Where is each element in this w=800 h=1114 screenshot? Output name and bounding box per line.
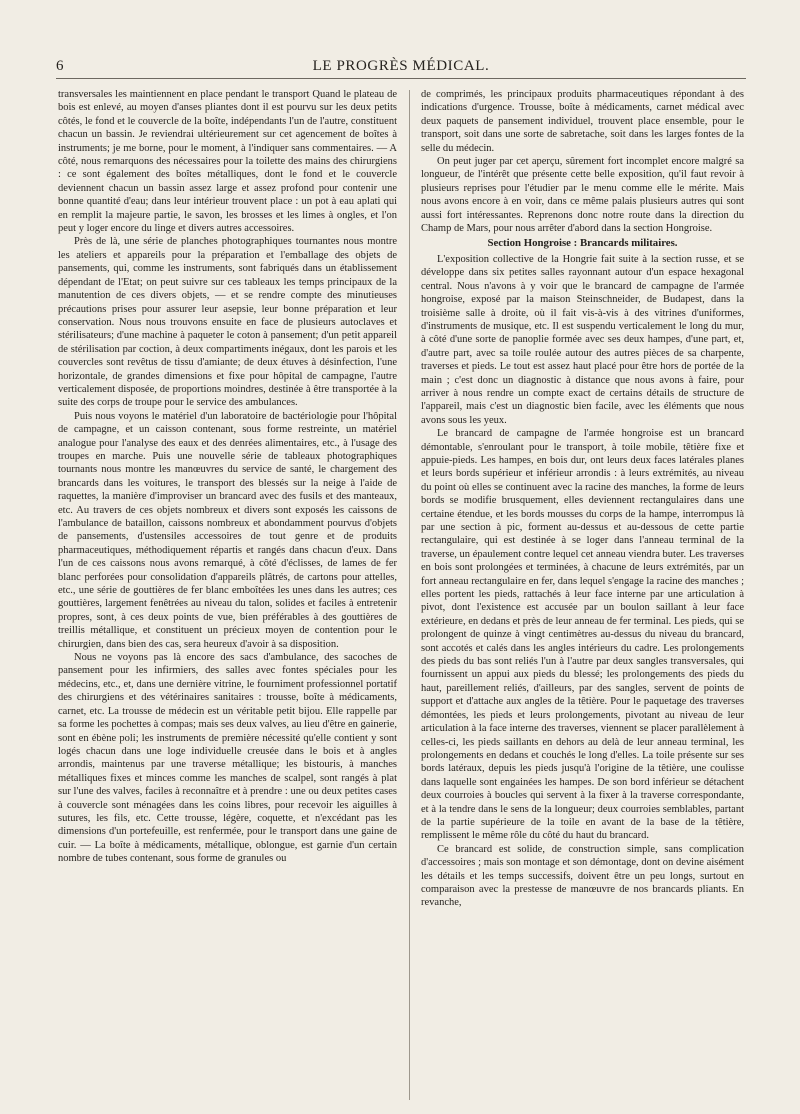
section-heading: Section Hongroise : Brancards militaires. — [487, 237, 678, 250]
page-header — [56, 56, 746, 79]
column-divider — [409, 90, 410, 1100]
paragraph: Le brancard de campagne de l'armée hongroise est un brancard démontable, s'enroulant pour le transport, à toile mobile, têtière fixe et appuie-pieds. Les hampes, en bois dur, ont leurs deux faces latérales planes et leurs bords supérieur et inférieur arrondis : à leurs extrémités, au niveau du point où elles se continuent avec la racine des manches, la forme de leurs bords se modifie brusquement, elles deviennent rectangulaires dans une certaine étendue, et les bords mousses du corps de la hampe, interrompus là par une section à pic, forment au-dessus et au-dessous de cette partie rectangulaire, qui est destinée à se loger dans l'anneau terminal de la traverse, un épaulement contre lequel cet anneau viendra buter. Les traverses en bois sont prolongées et terminées, à chacune de leurs extrémités, par un fort anneau rectangulaire en fer, dans lequel s'engage la racine des manches ; elles portent les pieds, rattachés à leur face interne par une articulation à pivot, dont l'existence est accusée par un boulon saillant à leur face extérieure, en dedans et près de leur anneau de fer terminal. Les pieds, qui se prolongent de quinze à vingt centimètres au-dessus du niveau du brancard, sont accotés et calés dans les angles intérieurs du cadre. Les prolongements des pieds du bas sont reliés l'un à l'autre par deux sangles transversales, qui fournissent un appui aux pieds du blessé; les prolongements des pieds du haut, pareillement reliés, d'ailleurs, par des sangles, servent de points de support et d'attache aux angles de la têtière. Pour le paquetage des traverses démontées, les pieds et leurs prolongements, pivotant au niveau de leur articulation à la face interne des traverses, viennent se placer parallèlement à celles-ci, les pieds saillants en dehors au delà de leur anneau terminal, les prolongements en dedans et couchés le long d'elles. La toile présente sur ses bords latéraux, depuis les pieds jusqu'à l'origine de la têtière, une coulisse dans laquelle sont engainées les hampes. De son bord inférieur se détachent deux courroies à boucles qui servent à la fixer à la traverse correspondante, et à la tendre dans le sens de la longueur; deux courroies semblables, partant de la partie supérieure de la toile en avant de la base de la têtière, remplissent le même rôle du côté du haut du brancard. — [421, 428, 744, 842]
paragraph: Nous ne voyons pas là encore des sacs d'ambulance, des sacoches de pansement pour les infirmiers, des salles avec fontes spéciales pour les médecins, etc., et, dans une dernière vitrine, le fourniment professionnel portatif des chirurgiens et des vétérinaires sanitaires : trousse, boîte à médicaments, carnet, etc. La trousse de médecin est un véritable petit bijou. Elle rappelle par sa forme les pochettes à compas; mais ses deux valves, au lieu d'être en gainerie, sont en ébène poli; les instruments de première nécessité qu'elle contient y sont logés chacun dans une loge individuelle creusée dans le bois et à angles arrondis, maintenus par une traverse métallique; les bistouris, à manches métalliques fixes et minces comme les manches de scalpel, sont rangés à plat sur l'une des valves, faciles à reconnaître et à prendre : une ou deux petites cases à couvercle sont ménagées dans les coins libres, pour recevoir les aiguilles à sutures, les fils, etc. Cette trousse, légère, coquette, et n'excédant pas les dimensions d'un portefeuille, est renfermée, pour le transport dans une gaine de cuir. — La boîte à médicaments, métallique, oblongue, est garnie d'un certain nombre de tubes contenant, sous forme de granules ou — [58, 652, 397, 865]
left-column — [58, 88, 397, 1098]
paragraph: Puis nous voyons le matériel d'un laboratoire de bactériologie pour l'hôpital de campagne, et un caisson contenant, sous forme restreinte, un matériel analogue pour l'analyse des eaux et des denrées alimentaires, etc., à l'usage des troupes en marche. Puis une nouvelle série de tableaux photographiques tournants nous montre les manœuvres du service de santé, le chargement des brancards dans les voitures, le transport des blessés sur la neige à l'aide de raquettes, la manière d'improviser un brancard avec des fusils et des manteaux, etc. Au travers de ces objets nombreux et divers sont exposés les caissons de l'ambulance de bataillon, caissons nombreux et abondamment pourvus d'objets de pansements, d'ustensiles accessoires de tout genre et de produits pharmaceutiques, méthodiquement répartis et rangés dans chacun d'eux. Dans l'un de ces caissons nous avons remarqué, à côté d'éclisses, de lames de fer blanc perforées pour consolidation d'appareils plâtrés, de cartons pour attelles, etc., une série de gouttières de fer blanc emboîtées les unes dans les autres; ces gouttières, largement fenêtrées au niveau du talon, solides et faciles à entretenir propres, sont, à ces deux points de vue, bien préférables à des gouttières de treillis métallique, et constituent un précieux moyen de contention pour le chirurgien, dans bien des cas, sera heureux d'avoir à sa disposition. — [58, 410, 397, 650]
right-column — [421, 88, 744, 1098]
paragraph: Ce brancard est solide, de construction simple, sans complication d'accessoires ; mais son montage et son démontage, dont on devine aisément les détails et les temps successifs, doivent être un peu longs, surtout en comparaison avec la prestesse de manœuvre de nos brancards pliants. En revanche, — [421, 843, 744, 909]
paragraph: transversales les maintiennent en place pendant le transport Quand le plateau de bois est enlevé, au moyen d'anses pliantes dont il est pourvu sur les deux petits côtés, le fond et le couvercle de la boîte, indépendants l'un de l'autre, constituent chacun un bassin. Je reviendrai ultérieurement sur cet agencement de boîtes à instruments; je me borne, pour le moment, à l'indiquer sans commentaires. — A côté, nous remarquons des nécessaires pour la toilette des mains des chirurgiens : ce sont également des boîtes métalliques, dont le fond et le couvercle deviennent chacun un bassin assez large et assez profond pour contenir une bonne quantité d'eau; dans leur intérieur trouvent place : un pot à eau aplati qui en remplit la majeure partie, le savon, les brosses et les limes à ongles, et l'on peut y loger encore du linge et divers autres accessoires. — [58, 89, 397, 235]
paragraph: de comprimés, les principaux produits pharmaceutiques répondant à des indications d'urgence. Trousse, boîte à médicaments, carnet médical avec deux paquets de pansement individuel, trouvent place ensemble, pour le transport, soit dans une sorte de sabretache, soit dans les larges fontes de la selle du médecin. — [421, 89, 744, 154]
paragraph: On peut juger par cet aperçu, sûrement fort incomplet encore malgré sa longueur, de l'intérêt que présente cette belle exposition, qu'il faut revoir à plusieurs reprises pour l'étudier par le menu comme elle le mérite. Mais nous avons encore à en voir, dans ce même palais plusieurs autres qui sont aussi fort intéressantes. Reprenons donc notre route dans la direction du Champ de Mars, pour nous arrêter d'abord dans la section Hongroise. — [421, 156, 744, 235]
paragraph: L'exposition collective de la Hongrie fait suite à la section russe, et se développe dans six petites salles rayonnant autour d'un espace hexagonal central. Nous n'avons à y voir que le brancard de campagne de l'armée hongroise, exposé par la maison Steinschneider, de Budapest, dans la troisième salle à droite, où il fait vis-à-vis à des vitrines d'uniformes, d'instruments de musique, etc. Il est suspendu verticalement le long du mur, à côté d'une sorte de panoplie formée avec ses deux hampes, d'une part, et, d'autre part, avec sa toile roulée autour des autres pièces de sa charpente, traverses et pieds. Le tout est assez haut placé pour être hors de portée de la main ; c'est donc un diagnostic à distance que nous avons à faire, pour arriver à nous rendre un compte exact de certains détails de structure de l'appareil, mais c'est un diagnostic bien facile, avec les éléments que nous avons sous les yeux. — [421, 253, 744, 426]
paragraph: Près de là, une série de planches photographiques tournantes nous montre les ateliers et appareils pour la préparation et l'emballage des objets de pansements, qui, comme les instruments, sont fabriqués dans un établissement dépendant de l'Etat; on peut suivre sur ces tableaux les temps principaux de la manutention de ces divers objets, — et se rendre compte des minutieuses précautions prises pour assurer leur asepsie, leur bonne préparation et leur conservation. Nous nous trouvons ensuite en face de plusieurs autoclaves et stérilisateurs; d'une machine à paqueter le coton à pansement; d'un petit appareil de stérilisation par coction, à deux compartiments inégaux, dont les parois et les couvercles sont revêtus de tissu d'amiante; de deux étuves à désinfection, l'une horizontale, de grandes dimensions et fixe pour hôpital de campagne, l'autre verticalement disposée, de proportions moindres, destinée à être transportée à la suite des corps de troupe pour le service des ambulances. — [58, 236, 397, 409]
page-number: 6 — [56, 58, 64, 74]
running-title: LE PROGRÈS MÉDICAL. — [312, 58, 490, 74]
